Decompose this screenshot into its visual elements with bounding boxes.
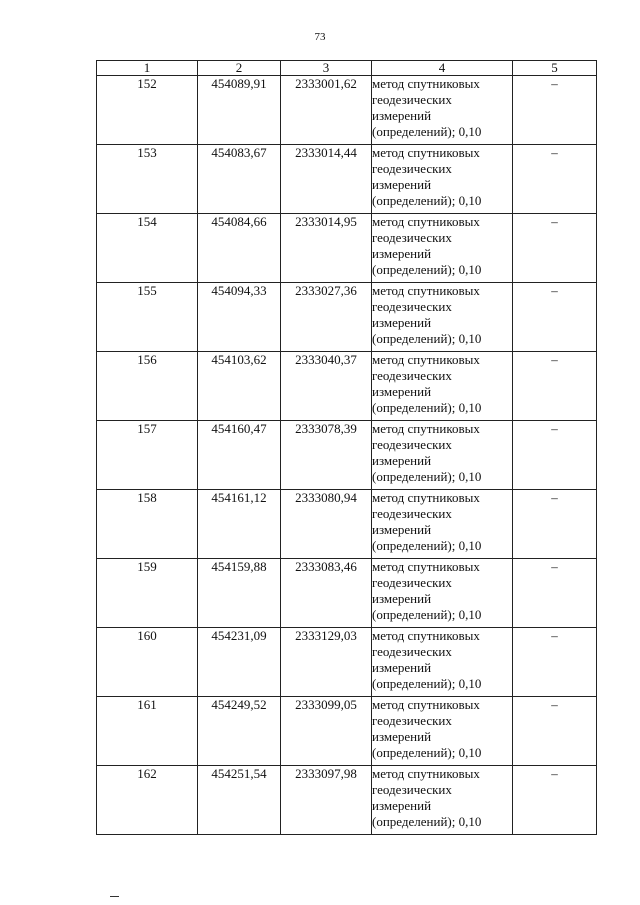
- method-text: метод спутниковых геодезических измерений (определений); 0,10: [372, 214, 482, 277]
- footer-dash-mark: [110, 896, 119, 897]
- method-accuracy: [372, 214, 513, 283]
- coordinate-y: 2333083,46: [281, 559, 372, 628]
- coordinate-y: 2333014,95: [281, 214, 372, 283]
- method-accuracy: [372, 145, 513, 214]
- method-text: метод спутниковых геодезических измерений (определений); 0,10: [372, 559, 482, 622]
- point-number: 153: [97, 145, 198, 214]
- coordinate-x: 454089,91: [198, 76, 281, 145]
- coordinate-x: 454083,67: [198, 145, 281, 214]
- table-header-row: [97, 61, 597, 76]
- note-cell: –: [513, 352, 597, 421]
- coordinate-x: 454231,09: [198, 628, 281, 697]
- method-text: метод спутниковых геодезических измерений (определений); 0,10: [372, 766, 482, 829]
- coordinate-y: 2333099,05: [281, 697, 372, 766]
- note-cell: –: [513, 559, 597, 628]
- header-col-5: 5: [513, 61, 597, 76]
- note-cell: –: [513, 283, 597, 352]
- coordinate-x: 454160,47: [198, 421, 281, 490]
- point-number: 159: [97, 559, 198, 628]
- method-accuracy: [372, 352, 513, 421]
- note-cell: –: [513, 214, 597, 283]
- table-row: [97, 766, 597, 835]
- note-cell: –: [513, 490, 597, 559]
- note-cell: –: [513, 145, 597, 214]
- coordinate-x: 454103,62: [198, 352, 281, 421]
- point-number: 157: [97, 421, 198, 490]
- coordinate-y: 2333097,98: [281, 766, 372, 835]
- method-text: метод спутниковых геодезических измерений (определений); 0,10: [372, 421, 482, 484]
- method-accuracy: [372, 76, 513, 145]
- header-col-1: 1: [97, 61, 198, 76]
- table-row: [97, 214, 597, 283]
- method-accuracy: [372, 490, 513, 559]
- method-text: метод спутниковых геодезических измерений (определений); 0,10: [372, 628, 482, 691]
- page-number: 73: [314, 31, 326, 43]
- coordinate-x: 454084,66: [198, 214, 281, 283]
- note-cell: –: [513, 766, 597, 835]
- method-accuracy: [372, 628, 513, 697]
- note-cell: –: [513, 421, 597, 490]
- point-number: 158: [97, 490, 198, 559]
- method-accuracy: [372, 421, 513, 490]
- point-number: 160: [97, 628, 198, 697]
- coordinate-y: 2333014,44: [281, 145, 372, 214]
- coordinate-y: 2333078,39: [281, 421, 372, 490]
- header-col-3: 3: [281, 61, 372, 76]
- table-row: [97, 283, 597, 352]
- coordinate-x: 454249,52: [198, 697, 281, 766]
- coordinate-y: 2333080,94: [281, 490, 372, 559]
- table-row: [97, 490, 597, 559]
- coordinate-y: 2333027,36: [281, 283, 372, 352]
- coordinate-y: 2333129,03: [281, 628, 372, 697]
- method-accuracy: [372, 283, 513, 352]
- method-text: метод спутниковых геодезических измерений (определений); 0,10: [372, 283, 482, 346]
- note-cell: –: [513, 628, 597, 697]
- table-row: [97, 76, 597, 145]
- note-cell: –: [513, 697, 597, 766]
- method-text: метод спутниковых геодезических измерений (определений); 0,10: [372, 490, 482, 553]
- method-accuracy: [372, 697, 513, 766]
- point-number: 154: [97, 214, 198, 283]
- table-row: [97, 697, 597, 766]
- point-number: 155: [97, 283, 198, 352]
- coordinate-y: 2333001,62: [281, 76, 372, 145]
- coordinate-x: 454161,12: [198, 490, 281, 559]
- header-col-2: 2: [198, 61, 281, 76]
- method-text: метод спутниковых геодезических измерений (определений); 0,10: [372, 76, 482, 139]
- point-number: 156: [97, 352, 198, 421]
- method-accuracy: [372, 559, 513, 628]
- method-text: метод спутниковых геодезических измерений (определений); 0,10: [372, 145, 482, 208]
- coordinate-x: 454159,88: [198, 559, 281, 628]
- table-row: [97, 628, 597, 697]
- method-accuracy: [372, 766, 513, 835]
- point-number: 152: [97, 76, 198, 145]
- point-number: 161: [97, 697, 198, 766]
- point-number: 162: [97, 766, 198, 835]
- header-col-4: 4: [372, 61, 513, 76]
- coordinate-x: 454251,54: [198, 766, 281, 835]
- table-body: [97, 76, 597, 835]
- table-row: [97, 559, 597, 628]
- table-row: [97, 421, 597, 490]
- note-cell: –: [513, 76, 597, 145]
- method-text: метод спутниковых геодезических измерений (определений); 0,10: [372, 697, 482, 760]
- coordinate-x: 454094,33: [198, 283, 281, 352]
- table-row: [97, 145, 597, 214]
- coordinate-y: 2333040,37: [281, 352, 372, 421]
- coordinates-table: [96, 60, 597, 835]
- method-text: метод спутниковых геодезических измерений (определений); 0,10: [372, 352, 482, 415]
- table-row: [97, 352, 597, 421]
